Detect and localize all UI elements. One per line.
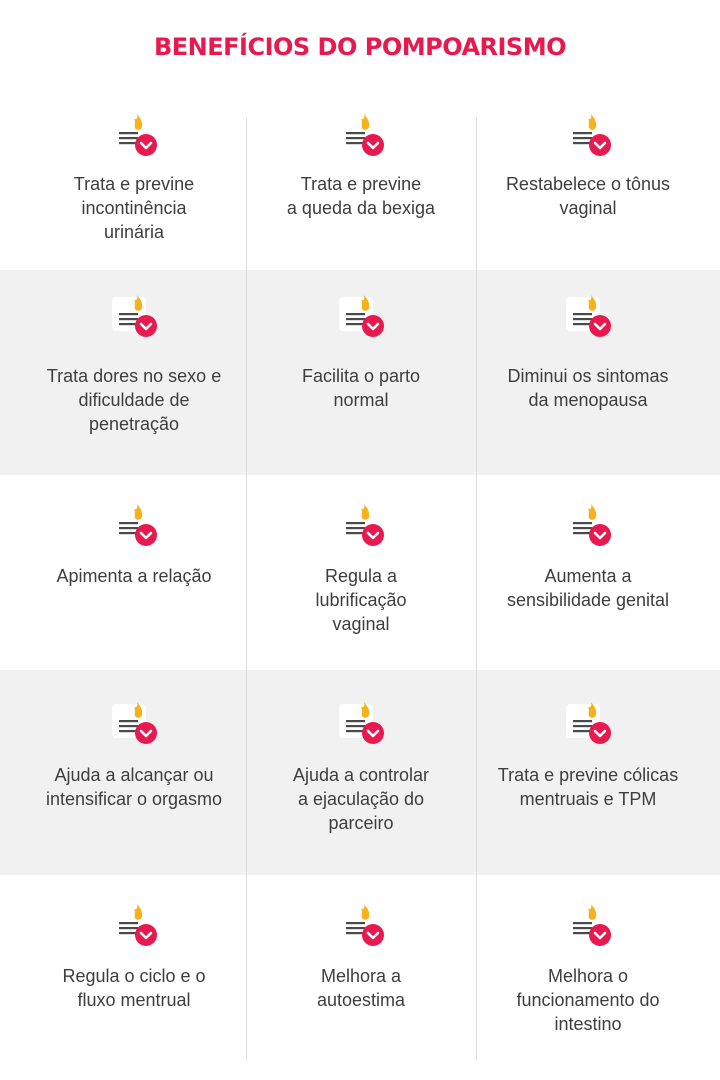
checklist-badge-icon: [112, 112, 160, 158]
checklist-badge-icon: [339, 502, 387, 548]
benefit-label: Ajuda a controlar a ejaculação do parceiro: [292, 765, 430, 833]
checklist-badge-icon: [112, 902, 160, 948]
checklist-badge-icon: [566, 293, 614, 339]
benefit-label: Trata e previne a queda da bexiga: [286, 174, 436, 218]
benefit-label: Apimenta a relação: [56, 566, 212, 586]
benefit-label: Diminui os sintomas da menopausa: [507, 366, 669, 410]
checklist-badge-icon: [566, 902, 614, 948]
benefit-item: [246, 172, 476, 220]
benefit-label: Trata dores no sexo e dificuldade de penetração: [46, 366, 222, 434]
benefit-label: Trata e previne incontinência urinária: [73, 174, 195, 242]
benefit-item: [19, 172, 249, 244]
benefit-item: [473, 172, 703, 220]
checklist-badge-icon: [566, 502, 614, 548]
benefit-label: Melhora o funcionamento do intestino: [516, 966, 660, 1034]
benefit-item: [473, 964, 703, 1036]
benefit-item: [246, 964, 476, 1012]
checklist-badge-icon: [566, 700, 614, 746]
benefit-label: Facilita o parto normal: [301, 366, 421, 410]
benefit-item: [246, 763, 476, 835]
checklist-badge-icon: [112, 700, 160, 746]
benefit-label: Aumenta a sensibilidade genital: [506, 566, 670, 610]
benefit-label: Trata e previne cólicas mentruais e TPM: [497, 765, 679, 809]
benefit-item: [19, 564, 249, 588]
benefit-label: Ajuda a alcançar ou intensificar o orgasmo: [45, 765, 223, 809]
checklist-badge-icon: [112, 502, 160, 548]
benefit-label: Melhora a autoestima: [316, 966, 406, 1010]
benefit-item: [246, 364, 476, 412]
checklist-badge-icon: [339, 902, 387, 948]
benefit-item: [19, 964, 249, 1012]
benefit-item: [473, 364, 703, 412]
benefit-item: [473, 564, 703, 612]
checklist-badge-icon: [566, 112, 614, 158]
checklist-badge-icon: [339, 293, 387, 339]
benefit-item: [246, 564, 476, 636]
benefit-item: [19, 763, 249, 811]
benefit-label: Restabelece o tônus vaginal: [505, 174, 671, 218]
checklist-badge-icon: [112, 293, 160, 339]
benefit-label: Regula o ciclo e o fluxo mentrual: [62, 966, 206, 1010]
benefit-label: Regula a lubrificação vaginal: [315, 566, 407, 634]
checklist-badge-icon: [339, 700, 387, 746]
benefit-item: [19, 364, 249, 436]
page-title: BENEFÍCIOS DO POMPOARISMO: [153, 33, 567, 61]
benefit-item: [473, 763, 703, 811]
checklist-badge-icon: [339, 112, 387, 158]
